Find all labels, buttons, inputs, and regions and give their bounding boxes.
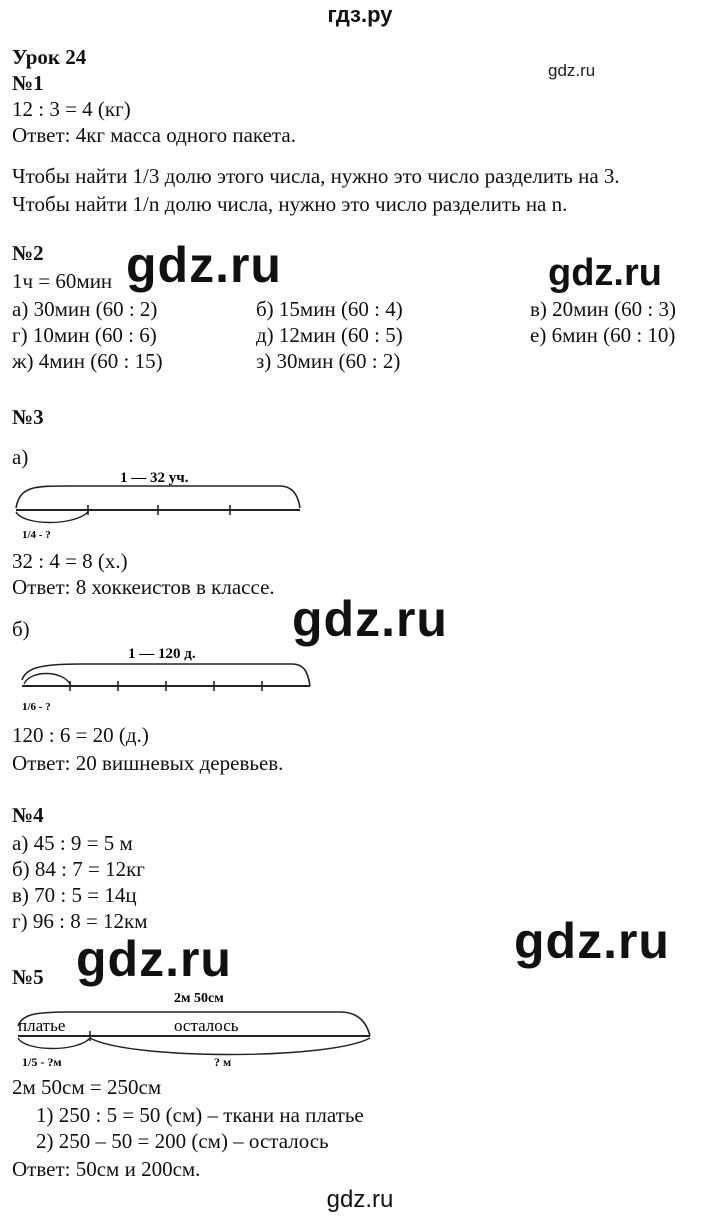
- watermark-mid-1: gdz.ru: [548, 252, 662, 294]
- watermark-big-4: gdz.ru: [76, 931, 232, 987]
- task3b-part-label: 1/6 - ?: [22, 701, 51, 713]
- task3b-calc: 120 : 6 = 20 (д.): [12, 723, 149, 747]
- task4-line-b: б) 84 : 7 = 12кг: [12, 857, 145, 881]
- task5-rest-label: ? м: [214, 1055, 232, 1069]
- task1-answer: Ответ: 4кг масса одного пакета.: [12, 123, 296, 147]
- task5-left-label: платье: [18, 1016, 66, 1035]
- task2-item-d: д) 12мин (60 : 5): [256, 323, 403, 347]
- task2-item-e: е) 6мин (60 : 10): [530, 323, 676, 347]
- task5-total-label: 2м 50см: [174, 991, 224, 1006]
- task2-item-g: г) 10мин (60 : 6): [12, 323, 157, 347]
- task5-number: №5: [12, 965, 44, 989]
- task5-segment-diagram: [10, 988, 380, 1070]
- task3a-segment-diagram: [10, 470, 310, 542]
- task5-part-label: 1/5 - ?м: [22, 1055, 62, 1069]
- task1-number: №1: [12, 71, 44, 95]
- watermark-big-1: gdz.ru: [126, 237, 282, 293]
- task2-item-z: з) 30мин (60 : 2): [256, 349, 401, 373]
- task2-given: 1ч = 60мин: [12, 269, 113, 293]
- task4-line-g: г) 96 : 8 = 12км: [12, 909, 148, 933]
- task2-item-b: б) 15мин (60 : 4): [256, 297, 403, 321]
- watermark-big-3: gdz.ru: [514, 913, 670, 969]
- task3a-answer: Ответ: 8 хоккеистов в классе.: [12, 575, 275, 599]
- task4-line-v: в) 70 : 5 = 14ц: [12, 883, 137, 907]
- task5-step2: 2) 250 – 50 = 200 (см) – осталось: [36, 1129, 329, 1153]
- watermark-small: gdz.ru: [548, 61, 596, 80]
- task2-number: №2: [12, 241, 44, 265]
- task3a-calc: 32 : 4 = 8 (х.): [12, 549, 128, 573]
- task5-right-label: осталось: [174, 1016, 239, 1035]
- task3b-segment-diagram: [10, 640, 320, 714]
- task1-rule2: Чтобы найти 1/n долю числа, нужно это число разделить на n.: [12, 192, 568, 216]
- task5-answer: Ответ: 50см и 200см.: [12, 1157, 201, 1181]
- task5-step1: 1) 250 : 5 = 50 (см) – ткани на платье: [36, 1103, 364, 1127]
- task1-rule1: Чтобы найти 1/3 долю этого числа, нужно это число разделить на 3.: [12, 164, 620, 188]
- task3-number: №3: [12, 405, 44, 429]
- task3b-total-label: 1 — 120 д.: [128, 646, 196, 662]
- watermark-big-2: gdz.ru: [292, 591, 448, 647]
- site-header: гдз.ру: [327, 2, 393, 27]
- task5-conversion: 2м 50см = 250см: [12, 1075, 162, 1099]
- task2-item-zh: ж) 4мин (60 : 15): [12, 349, 163, 373]
- watermark-footer: gdz.ru: [326, 1186, 394, 1213]
- task3a-label: а): [12, 445, 29, 469]
- task2-item-v: в) 20мин (60 : 3): [530, 297, 676, 321]
- lesson-title: Урок 24: [12, 45, 87, 69]
- task4-line-a: а) 45 : 9 = 5 м: [12, 831, 133, 855]
- task3b-label: б): [12, 617, 30, 641]
- task3a-part-label: 1/4 - ?: [22, 529, 51, 541]
- task1-calc: 12 : 3 = 4 (кг): [12, 97, 131, 121]
- task3b-answer: Ответ: 20 вишневых деревьев.: [12, 751, 284, 775]
- task4-number: №4: [12, 803, 44, 827]
- task2-item-a: а) 30мин (60 : 2): [12, 297, 158, 321]
- task3a-total-label: 1 — 32 уч.: [120, 470, 189, 486]
